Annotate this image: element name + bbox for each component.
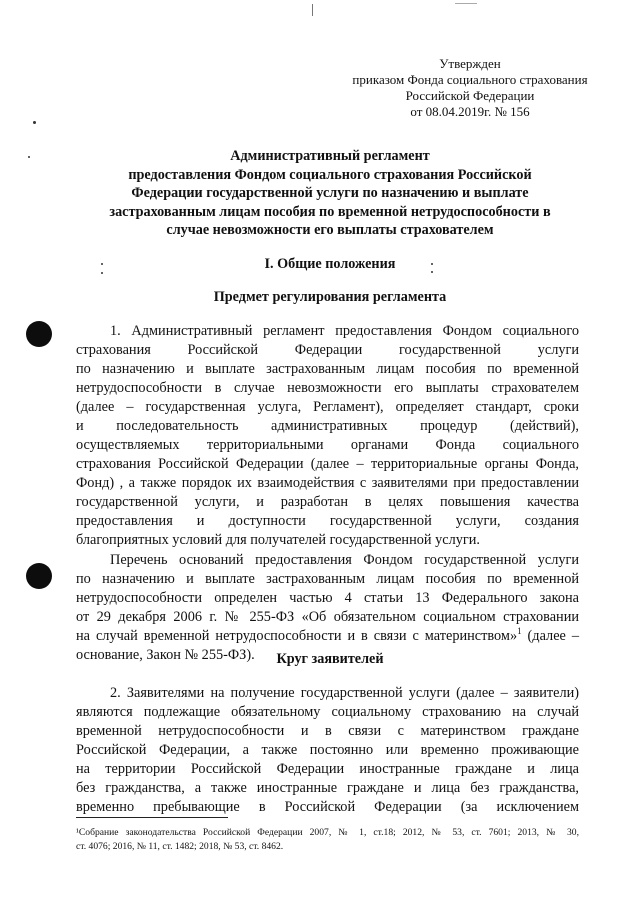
document-title: [60, 147, 600, 240]
title-line: Административный регламент: [230, 148, 430, 164]
text-line: и последовательность административных процедур (действий),: [76, 418, 579, 434]
text-line: Фонд) , а также порядок их взаимодействия с заявителями при предоставлении: [76, 475, 579, 491]
scan-speck: [28, 156, 30, 158]
text-line: 1. Административный регламент предоставления Фондом социального: [110, 323, 579, 339]
title-line: случае невозможности его выплаты страхователем: [166, 222, 494, 239]
title-line: застрахованным лицам пособия по временной нетрудоспособности в: [109, 203, 551, 220]
scan-edge-mark: [455, 3, 477, 4]
text-line: страхования Российской Федерации (далее – территориальные органы Фонда,: [76, 456, 579, 472]
scan-speck: [33, 121, 36, 124]
text-line: благоприятных условий для получателей государственной услуги.: [76, 532, 480, 548]
text-line: по назначению и выплате застрахованным лицам пособия по временной: [76, 361, 579, 377]
text-line: нетрудоспособности определен частью 4 статьи 13 Федерального закона: [76, 590, 579, 606]
approval-block: [330, 56, 610, 120]
text-line: временно пребывающие в Российской Федерации (за исключением: [76, 799, 579, 815]
text-line: на территории Российской Федерации иностранные граждане и лица: [76, 761, 579, 777]
approval-line: Утвержден: [439, 56, 501, 71]
applicants-heading: Круг заявителей: [276, 651, 384, 667]
punch-hole-bottom: [26, 563, 52, 589]
text-line: [76, 627, 579, 646]
footnote-line: ст. 4076; 2016, № 11, ст. 1482; 2018, № 53, ст. 8462.: [76, 841, 284, 852]
approval-line: от 08.04.2019г. № 156: [410, 104, 530, 119]
text-span: на случай временной нетрудоспособности и в связи с материнством»: [76, 628, 518, 644]
text-line: без гражданства, а также иностранные граждане и лица без гражданства,: [76, 780, 579, 796]
text-line: государственной услуги, и разработан в целях повышения качества: [76, 494, 579, 510]
footnote-reference[interactable]: 1: [517, 626, 522, 637]
approval-line: Российской Федерации: [405, 88, 535, 103]
text-line: 2. Заявителями на получение государственной услуги (далее – заявители): [110, 685, 579, 701]
text-line: предоставления и доступности государственной услуги, создания: [76, 513, 579, 529]
footnote: [76, 826, 579, 854]
paragraph-3: [76, 684, 579, 817]
punch-hole-top: [26, 321, 52, 347]
approval-line: приказом Фонда социального страхования: [352, 72, 588, 87]
text-line: Российской Федерации, а также постоянно или временно проживающие: [76, 742, 579, 758]
paragraph-2: [76, 551, 579, 665]
text-line: по назначению и выплате застрахованным лицам пособия по временной: [76, 571, 579, 587]
text-line: страхования Российской Федерации государственной услуги: [76, 342, 579, 358]
scan-edge-mark: [312, 4, 313, 16]
title-line: Федерации государственной услуги по назначению и выплате: [131, 185, 529, 202]
text-line: нетрудоспособности в случае невозможности его выплаты страхователем: [76, 380, 579, 396]
paragraph-1: [76, 322, 579, 550]
text-line: временной нетрудоспособности и в связи с материнством граждане: [76, 723, 579, 739]
text-line: Перечень оснований предоставления Фондом государственной услуги: [110, 552, 579, 568]
section-heading: I. Общие положения: [264, 256, 396, 272]
title-line: предоставления Фондом социального страхования Российской: [128, 166, 532, 183]
text-span: (далее –: [521, 628, 579, 644]
text-line: осуществляемых территориальными органами Фонда социального: [76, 437, 579, 453]
text-line: (далее – государственная услуга, Регламент), определяет стандарт, сроки: [76, 399, 579, 415]
text-line: являются подлежащие обязательному социальному страхованию на случай: [76, 704, 579, 720]
text-line: от 29 декабря 2006 г. № 255-ФЗ «Об обязательном социальном страховании: [76, 609, 579, 625]
text-line: основание, Закон № 255-ФЗ).: [76, 647, 255, 663]
subject-heading: Предмет регулирования регламента: [213, 289, 447, 305]
footnote-separator: [76, 817, 228, 818]
footnote-line: ¹Собрание законодательства Российской Федерации 2007, № 1, ст.18; 2012, № 53, ст. 7601; 2013, № 30,: [76, 827, 579, 838]
